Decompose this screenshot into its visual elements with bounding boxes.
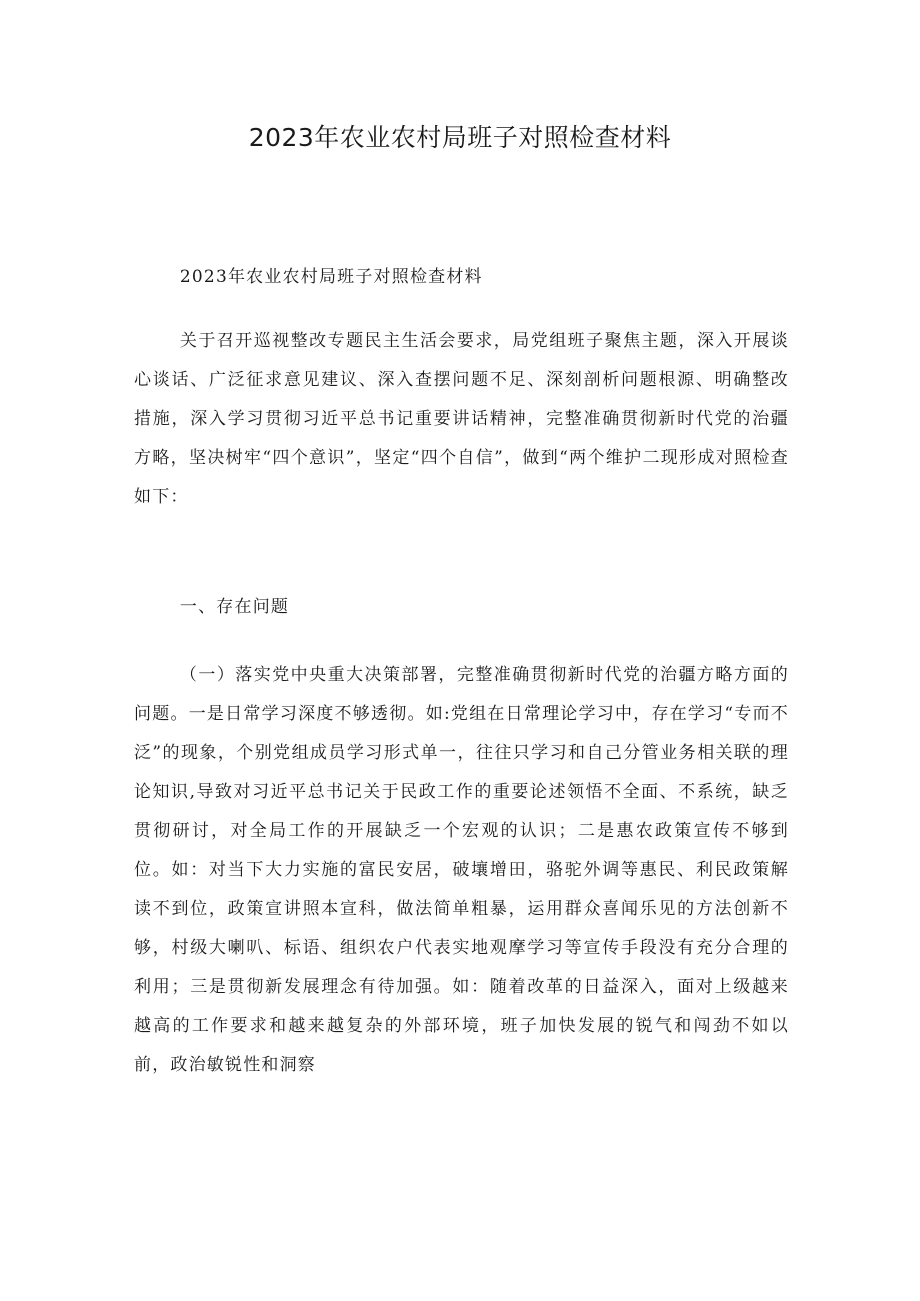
section-heading-problems: 一、存在问题: [179, 597, 290, 617]
document-title: 2023年农业农村局班子对照检查材料: [248, 123, 672, 152]
intro-paragraph: 关于召开巡视整改专题民主生活会要求，局党组班子聚焦主题，深入开展谈心谈话、广泛征求意见建议、深入查摆问题不足、深刻剖析问题根源、明确整改措施，深入学习贯彻习近平总书记重要讲话精神，完整准确贯彻新时代党的治疆方略，坚决树牢“四个意识”，坚定“四个自信”，做到“两个维护二现形成对照检查如下：: [134, 331, 789, 507]
document-subtitle: 2023年农业农村局班子对照检查材料: [179, 267, 483, 287]
problem-item-1-paragraph: （一）落实党中央重大决策部署，完整准确贯彻新时代党的治疆方略方面的问题。一是日常学习深度不够透彻。如:党组在日常理论学习中，存在学习“专而不泛”的现象，个别党组成员学习形式单一，往往只学习和自己分管业务相关联的理论知识,导致对习近平总书记关于民政工作的重要论述领悟不全面、不系统，缺乏贯彻研讨，对全局工作的开展缺乏一个宏观的认识；二是惠农政策宣传不够到位。如：对当下大力实施的富民安居，破壤增田，骆驼外调等惠民、利民政策解读不到位，政策宣讲照本宣科，做法简单粗暴，运用群众喜闻乐见的方法创新不够，村级大喇叭、标语、组织农户代表实地观摩学习等宣传手段没有充分合理的利用；三是贯彻新发展理念有待加强。如：随着改革的日益深入，面对上级越来越高的工作要求和越来越复杂的外部环境，班子加快发展的锐气和闯劲不如以前，政治敏锐性和洞察: [134, 665, 789, 1075]
